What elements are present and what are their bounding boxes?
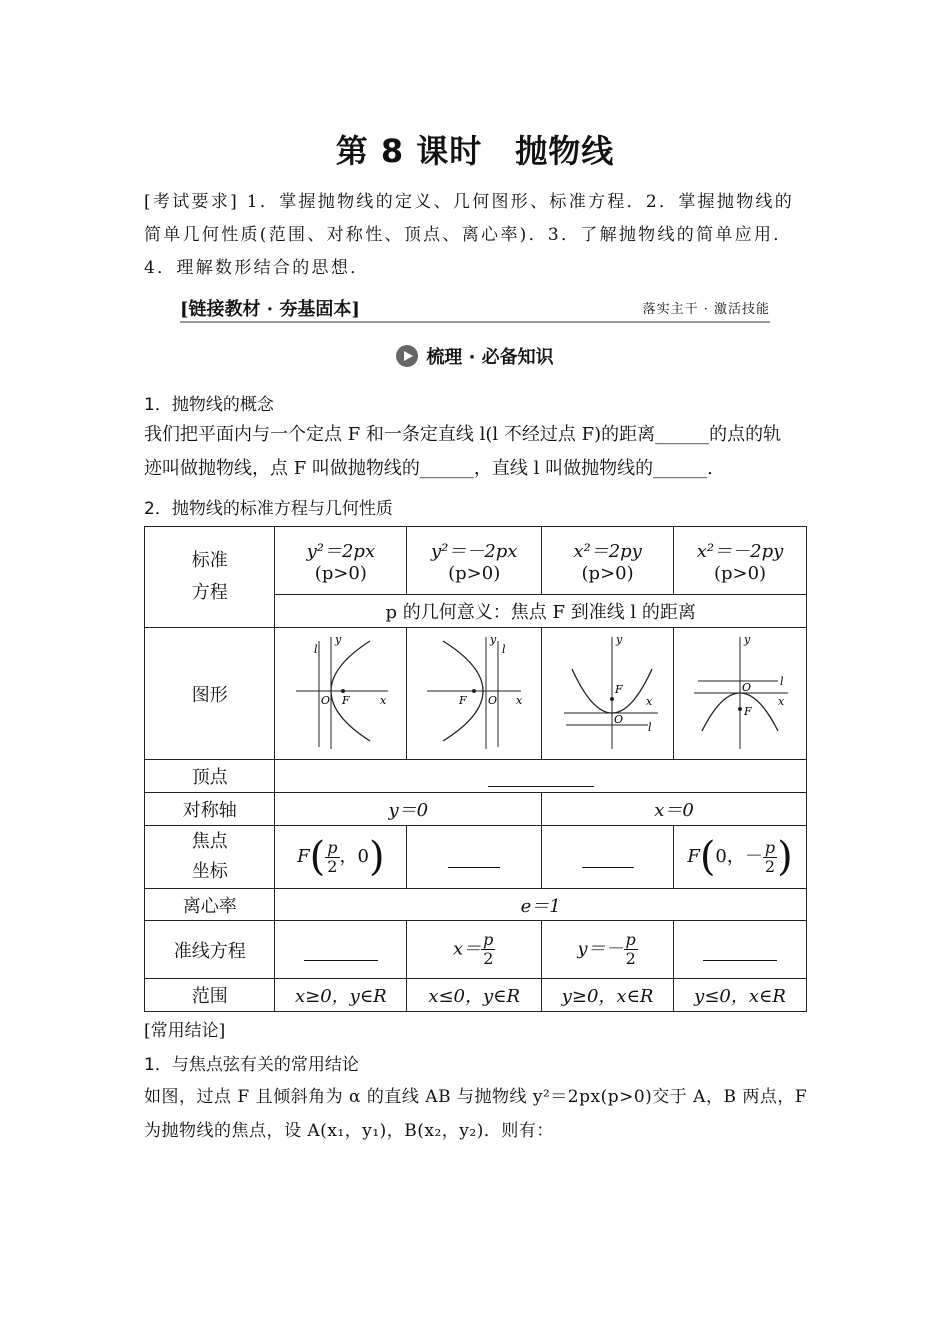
svg-text:O: O xyxy=(488,694,498,707)
axis-vertical: x＝0 xyxy=(542,793,807,826)
directrix-down-blank xyxy=(674,921,807,979)
equation-cell: y²＝－2px (p>0) xyxy=(407,527,542,595)
svg-text:O: O xyxy=(613,713,623,726)
properties-heading: 2．抛物线的标准方程与几何性质 xyxy=(144,499,393,519)
svg-text:x: x xyxy=(778,695,785,708)
svg-text:x: x xyxy=(379,694,387,707)
range-down: y≤0，x∈R xyxy=(674,979,807,1012)
section-banner xyxy=(180,295,770,323)
section-tag-text: 梳理 · 必备知识 xyxy=(426,347,554,368)
conclusions-line-1: 如图，过点 F 且倾斜角为 α 的直线 AB 与抛物线 y²＝2px(p>0)交于 A，B 两点，F xyxy=(144,1087,808,1107)
vertex-blank xyxy=(275,760,807,793)
label-vertex: 顶点 xyxy=(145,760,275,793)
label-eccentricity: 离心率 xyxy=(145,889,275,921)
svg-text:F: F xyxy=(341,694,350,707)
graph-down-opening xyxy=(674,628,807,760)
play-icon xyxy=(396,345,418,367)
svg-text:l: l xyxy=(313,643,318,656)
label-graph: 图形 xyxy=(145,628,275,760)
concept-line-2: 迹叫做抛物线，点 F 叫做抛物线的______，直线 l 叫做抛物线的______. xyxy=(144,458,713,479)
range-left: x≤0，y∈R xyxy=(407,979,542,1012)
range-up: y≥0，x∈R xyxy=(542,979,674,1012)
parabola-up-graph xyxy=(548,631,668,751)
graph-left-opening xyxy=(407,628,542,760)
svg-text:F: F xyxy=(459,694,467,707)
focus-up-blank xyxy=(542,826,674,889)
exam-requirements xyxy=(144,186,808,285)
properties-table xyxy=(144,526,807,1012)
parabola-right-graph xyxy=(286,631,396,751)
label-directrix: 准线方程 xyxy=(145,921,275,979)
concept-heading: 1．抛物线的概念 xyxy=(144,395,274,415)
svg-text:F: F xyxy=(614,683,623,696)
graph-right-opening xyxy=(275,628,407,760)
svg-text:O: O xyxy=(320,694,330,707)
label-equation: 标准方程 xyxy=(145,527,275,628)
focus-right: F( $\frac{p}{2}$ ，0) xyxy=(275,826,407,889)
conclusions-label: [常用结论] xyxy=(144,1021,226,1041)
label-range: 范围 xyxy=(145,979,275,1012)
svg-text:y: y xyxy=(490,633,497,646)
section-tag xyxy=(0,343,950,369)
svg-text:y: y xyxy=(615,633,622,646)
svg-text:O: O xyxy=(742,681,752,694)
range-right: x≥0，y∈R xyxy=(275,979,407,1012)
conclusions-line-2: 为抛物线的焦点，设 A(x₁，y₁)，B(x₂，y₂)．则有： xyxy=(144,1121,554,1141)
focus-left-blank xyxy=(407,826,542,889)
directrix-left: x＝ $\frac{p}{2}$ xyxy=(407,921,542,979)
svg-text:x: x xyxy=(516,694,523,707)
graph-up-opening xyxy=(542,628,674,760)
svg-text:F: F xyxy=(744,705,752,718)
banner-left: [链接教材 · 夯基固本] xyxy=(180,299,360,320)
equation-cell: y²＝2px (p>0) xyxy=(275,527,407,595)
directrix-right-blank xyxy=(275,921,407,979)
svg-text:l: l xyxy=(647,721,652,734)
requirements-label: [考试要求] xyxy=(144,192,240,212)
svg-text:x: x xyxy=(645,695,652,708)
concept-line-1: 我们把平面内与一个定点 F 和一条定直线 l(l 不经过点 F)的距离______的点的轨 xyxy=(144,424,782,445)
label-axis: 对称轴 xyxy=(145,793,275,826)
directrix-up: y＝－ $\frac{p}{2}$ xyxy=(542,921,674,979)
requirements-text: 1．掌握抛物线的定义、几何图形、标准方程．2．掌握抛物线的简单几何性质(范围、对称性、顶点、离心率)．3．了解抛物线的简单应用．4．理解数形结合的思想． xyxy=(144,192,795,278)
svg-text:y: y xyxy=(334,633,342,646)
banner-right: 落实主干 · 激活技能 xyxy=(642,302,770,317)
conclusions-heading: 1．与焦点弦有关的常用结论 xyxy=(144,1055,359,1075)
svg-text:y: y xyxy=(744,633,751,646)
p-meaning: p 的几何意义：焦点 F 到准线 l 的距离 xyxy=(275,595,807,628)
focus-down: F(0，－ $\frac{p}{2}$ ) xyxy=(674,826,807,889)
parabola-left-graph xyxy=(419,631,529,751)
label-focus: 焦点坐标 xyxy=(145,826,275,889)
page-title: 第 8 课时 抛物线 xyxy=(335,132,615,170)
parabola-down-graph xyxy=(680,631,800,751)
axis-horizontal: y＝0 xyxy=(275,793,542,826)
svg-text:l: l xyxy=(502,643,506,656)
equation-cell: x²＝2py (p>0) xyxy=(542,527,674,595)
svg-text:l: l xyxy=(780,675,784,688)
eccentricity-value: e＝1 xyxy=(275,889,807,921)
equation-cell: x²＝－2py (p>0) xyxy=(674,527,807,595)
